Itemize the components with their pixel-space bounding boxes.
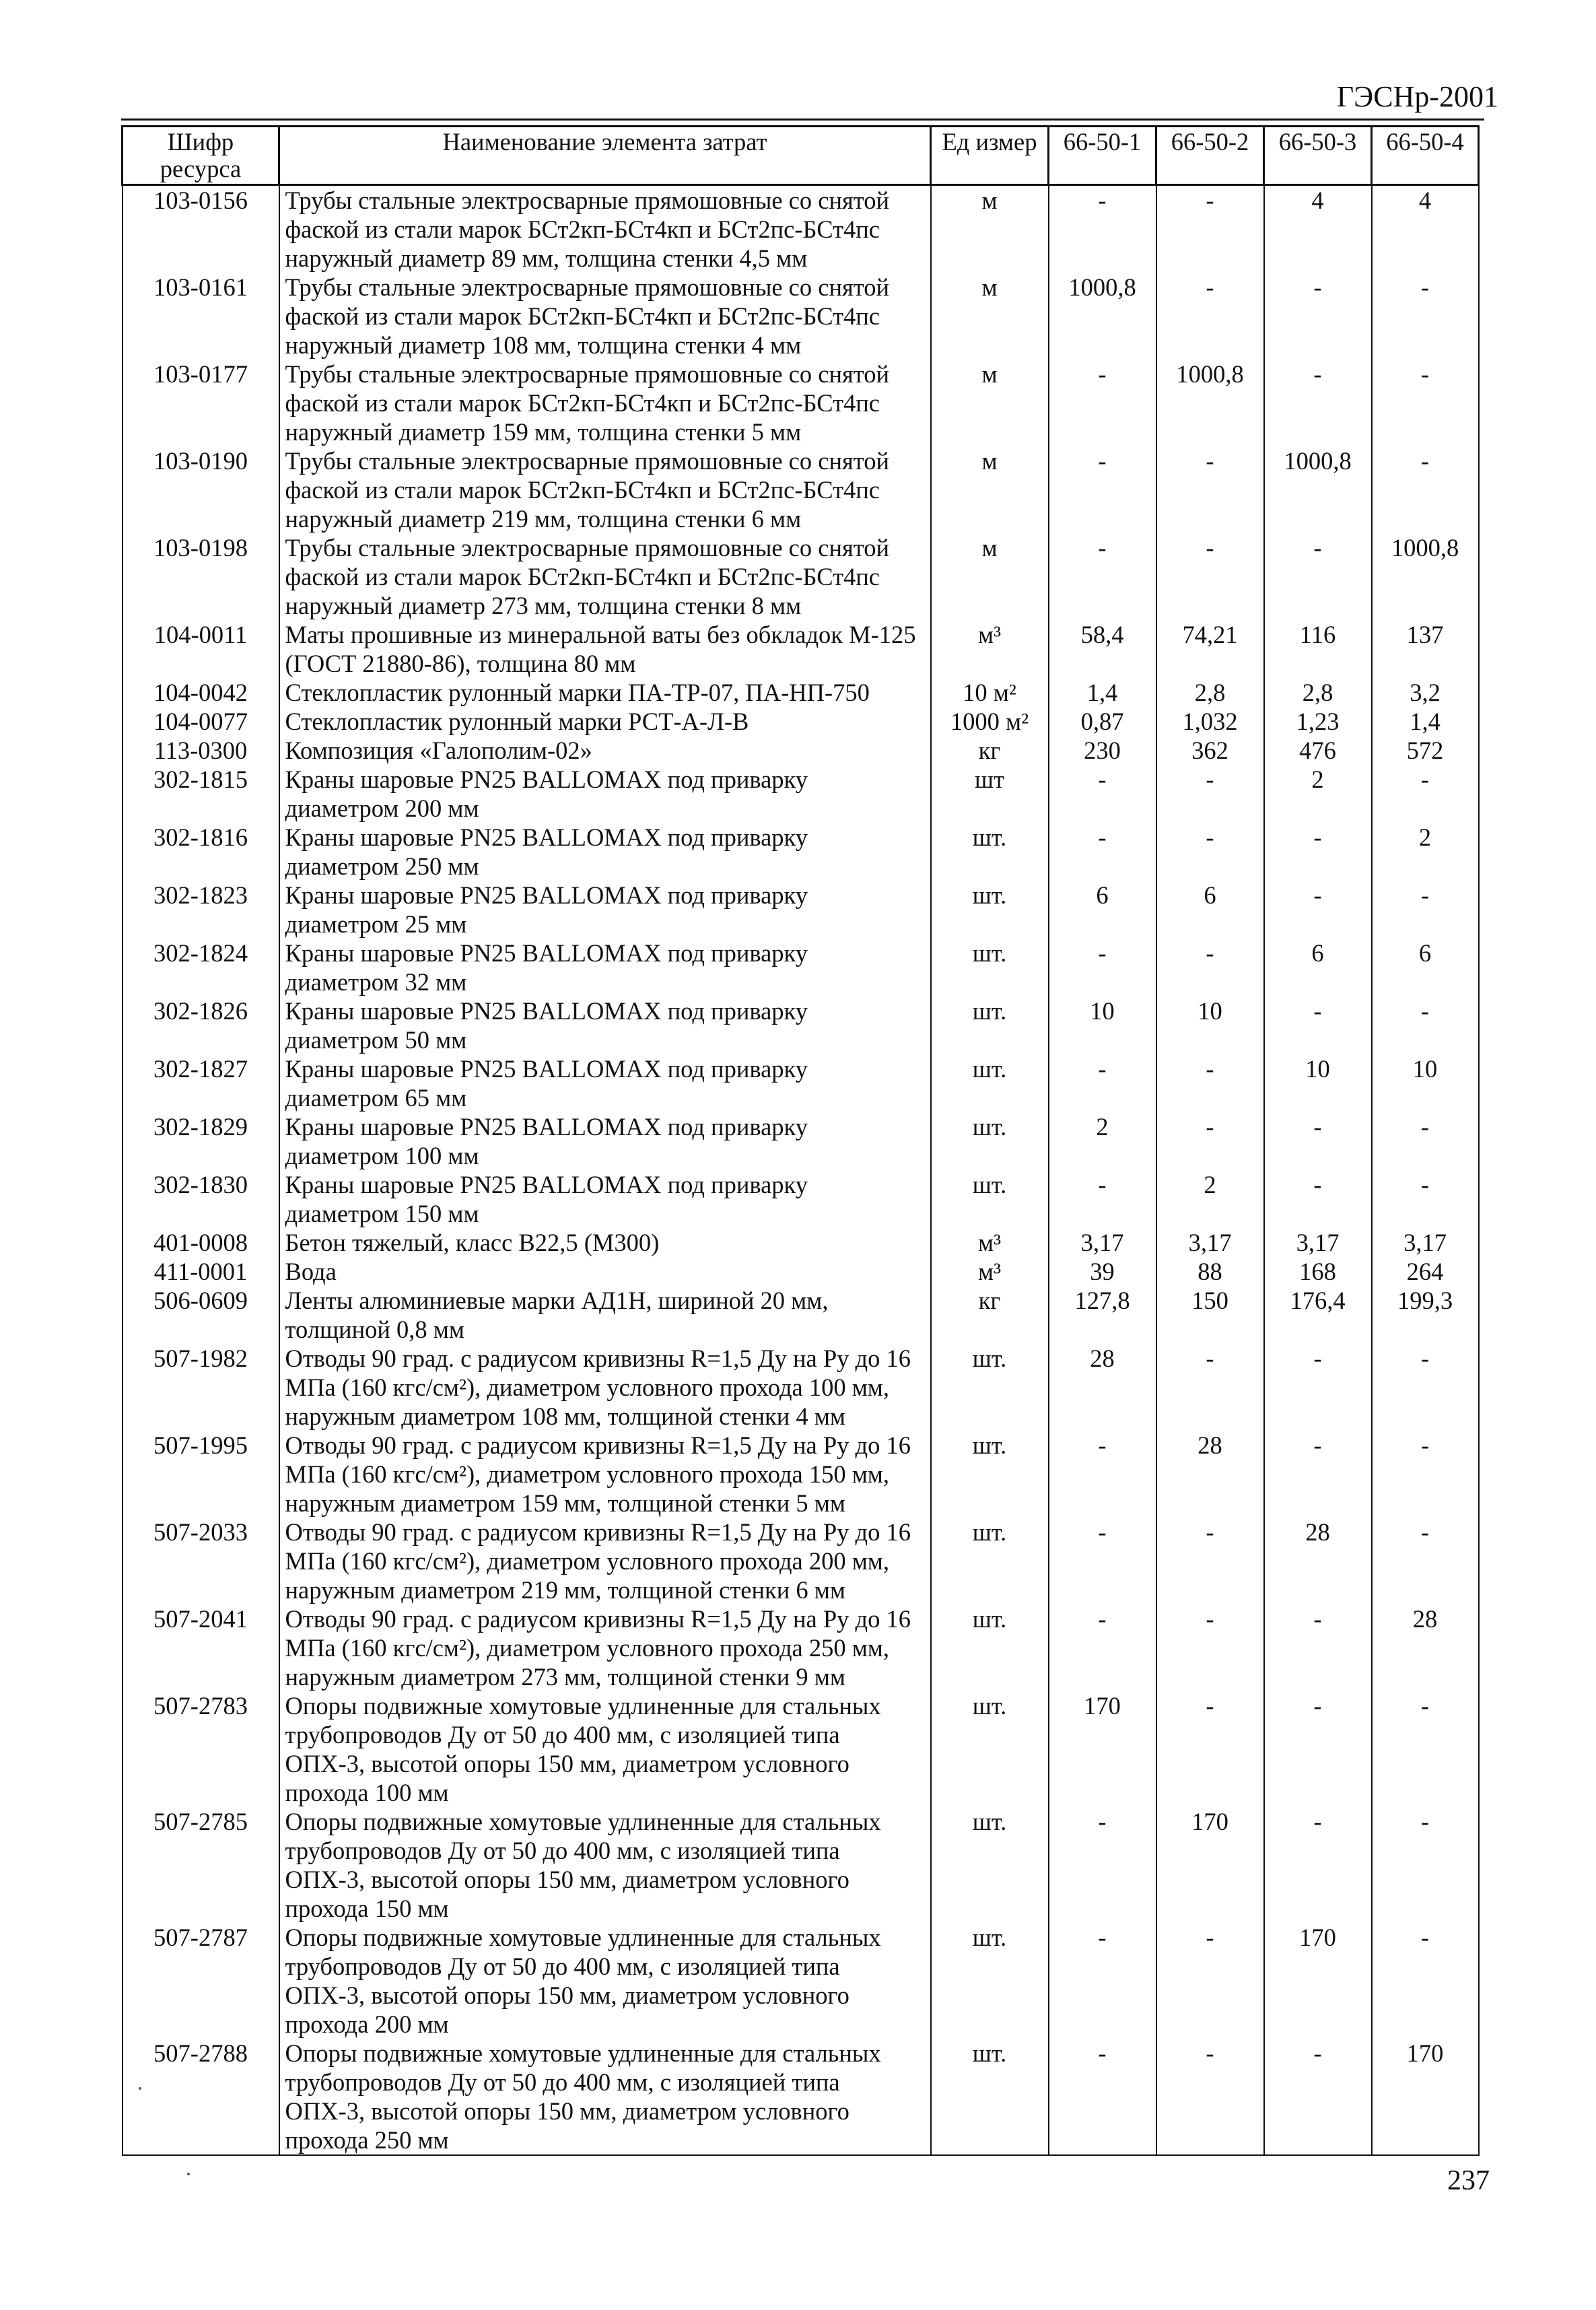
unit-of-measure: м	[931, 185, 1049, 273]
value-66-50-1: -	[1049, 1923, 1156, 2039]
value-66-50-2: 170	[1156, 1807, 1264, 1923]
value-66-50-3: 10	[1264, 1054, 1372, 1112]
value-66-50-4: -	[1372, 1112, 1479, 1170]
resource-name: Композиция «Галополим-02»	[279, 736, 931, 765]
value-66-50-4: -	[1372, 1923, 1479, 2039]
value-66-50-3: -	[1264, 2039, 1372, 2155]
resource-code: 302-1829	[123, 1112, 279, 1170]
table-row	[123, 1518, 1479, 1604]
resource-code: 507-1982	[123, 1344, 279, 1431]
value-66-50-3: 28	[1264, 1518, 1372, 1604]
unit-of-measure: м	[931, 533, 1049, 620]
resource-name: Стеклопластик рулонный марки ПА-ТР-07, ПА-НП-750	[279, 678, 931, 707]
value-66-50-1: 2	[1049, 1112, 1156, 1170]
table-row	[123, 1112, 1479, 1170]
value-66-50-4: -	[1372, 881, 1479, 939]
value-66-50-1: -	[1049, 1431, 1156, 1518]
table-row	[123, 1257, 1479, 1286]
table-row	[123, 1170, 1479, 1228]
value-66-50-4: -	[1372, 996, 1479, 1054]
value-66-50-4: 264	[1372, 1257, 1479, 1286]
resource-name: Опоры подвижные хомутовые удлиненные для стальных трубопроводов Ду от 50 до 400 мм, с изоляцией типа ОПХ-3, высотой опоры 150 мм, диаметром условного прохода 250 мм	[279, 2039, 931, 2155]
unit-of-measure: 1000 м²	[931, 707, 1049, 736]
resource-name: Краны шаровые PN25 BALLOMAX под приварку диаметром 32 мм	[279, 939, 931, 996]
resource-code: 507-2041	[123, 1604, 279, 1691]
table-row	[123, 678, 1479, 707]
value-66-50-3: 2	[1264, 765, 1372, 823]
table-row	[123, 765, 1479, 823]
value-66-50-1: -	[1049, 1604, 1156, 1691]
resource-code: 507-2787	[123, 1923, 279, 2039]
value-66-50-2: -	[1156, 1054, 1264, 1112]
value-66-50-3: 168	[1264, 1257, 1372, 1286]
value-66-50-3: -	[1264, 823, 1372, 881]
value-66-50-3: -	[1264, 1604, 1372, 1691]
value-66-50-2: 88	[1156, 1257, 1264, 1286]
value-66-50-1: -	[1049, 823, 1156, 881]
table-row	[123, 1807, 1479, 1923]
resource-name: Вода	[279, 1257, 931, 1286]
unit-of-measure: 10 м²	[931, 678, 1049, 707]
unit-of-measure: м³	[931, 1257, 1049, 1286]
unit-of-measure: шт.	[931, 2039, 1049, 2155]
value-66-50-2: -	[1156, 1604, 1264, 1691]
unit-of-measure: м	[931, 446, 1049, 533]
resource-code: 411-0001	[123, 1257, 279, 1286]
value-66-50-4: 199,3	[1372, 1286, 1479, 1344]
value-66-50-3: 6	[1264, 939, 1372, 996]
value-66-50-4: 6	[1372, 939, 1479, 996]
resource-code: 302-1826	[123, 996, 279, 1054]
value-66-50-2: -	[1156, 939, 1264, 996]
value-66-50-4: 1,4	[1372, 707, 1479, 736]
table-row	[123, 1228, 1479, 1257]
value-66-50-4: -	[1372, 1518, 1479, 1604]
value-66-50-2: 1000,8	[1156, 360, 1264, 446]
value-66-50-3: -	[1264, 533, 1372, 620]
resource-name: Стеклопластик рулонный марки РСТ-А-Л-В	[279, 707, 931, 736]
value-66-50-4: 1000,8	[1372, 533, 1479, 620]
value-66-50-3: 2,8	[1264, 678, 1372, 707]
value-66-50-2: 2,8	[1156, 678, 1264, 707]
unit-of-measure: шт.	[931, 1431, 1049, 1518]
document-code: ГЭСНр-2001	[1336, 80, 1498, 113]
resource-name: Краны шаровые PN25 BALLOMAX под приварку диаметром 150 мм	[279, 1170, 931, 1228]
value-66-50-3: 3,17	[1264, 1228, 1372, 1257]
resource-name: Опоры подвижные хомутовые удлиненные для стальных трубопроводов Ду от 50 до 400 мм, с изоляцией типа ОПХ-3, высотой опоры 150 мм, диаметром условного прохода 100 мм	[279, 1691, 931, 1807]
resource-code: 302-1815	[123, 765, 279, 823]
resource-code: 507-2783	[123, 1691, 279, 1807]
resource-code: 302-1830	[123, 1170, 279, 1228]
value-66-50-4: 28	[1372, 1604, 1479, 1691]
resource-name: Трубы стальные электросварные прямошовные со снятой фаской из стали марок БСт2кп-БСт4кп и БСт2пс-БСт4пс наружный диаметр 108 мм, толщина стенки 4 мм	[279, 273, 931, 360]
value-66-50-3: -	[1264, 881, 1372, 939]
table-row	[123, 1604, 1479, 1691]
value-66-50-1: -	[1049, 446, 1156, 533]
unit-of-measure: шт.	[931, 1604, 1049, 1691]
value-66-50-3: 1,23	[1264, 707, 1372, 736]
unit-of-measure: шт	[931, 765, 1049, 823]
value-66-50-3: -	[1264, 1431, 1372, 1518]
unit-of-measure: шт.	[931, 1807, 1049, 1923]
resource-code: 103-0177	[123, 360, 279, 446]
resource-code: 113-0300	[123, 736, 279, 765]
value-66-50-4: -	[1372, 1170, 1479, 1228]
table-row	[123, 736, 1479, 765]
value-66-50-1: -	[1049, 533, 1156, 620]
resource-name: Краны шаровые PN25 BALLOMAX под приварку диаметром 200 мм	[279, 765, 931, 823]
value-66-50-3: -	[1264, 1112, 1372, 1170]
resource-name: Краны шаровые PN25 BALLOMAX под приварку диаметром 100 мм	[279, 1112, 931, 1170]
resource-name: Трубы стальные электросварные прямошовные со снятой фаской из стали марок БСт2кп-БСт4кп и БСт2пс-БСт4пс наружный диаметр 89 мм, толщина стенки 4,5 мм	[279, 185, 931, 273]
value-66-50-4: -	[1372, 446, 1479, 533]
page-number: 237	[1447, 2165, 1490, 2196]
column-header-66-50-1: 66-50-1	[1049, 127, 1156, 185]
unit-of-measure: шт.	[931, 1112, 1049, 1170]
resource-code: 302-1824	[123, 939, 279, 996]
table-row	[123, 1691, 1479, 1807]
table-row	[123, 1286, 1479, 1344]
resource-code: 104-0011	[123, 620, 279, 678]
resource-name: Краны шаровые PN25 BALLOMAX под приварку диаметром 65 мм	[279, 1054, 931, 1112]
value-66-50-2: -	[1156, 273, 1264, 360]
table-row	[123, 1431, 1479, 1518]
value-66-50-2: 10	[1156, 996, 1264, 1054]
resource-code: 302-1827	[123, 1054, 279, 1112]
table-row	[123, 446, 1479, 533]
value-66-50-1: -	[1049, 2039, 1156, 2155]
table-header-row	[123, 127, 1479, 185]
value-66-50-3: -	[1264, 273, 1372, 360]
value-66-50-1: -	[1049, 1807, 1156, 1923]
resource-code: 302-1816	[123, 823, 279, 881]
value-66-50-1: 170	[1049, 1691, 1156, 1807]
table-row	[123, 996, 1479, 1054]
value-66-50-4: -	[1372, 1344, 1479, 1431]
value-66-50-4: 3,17	[1372, 1228, 1479, 1257]
unit-of-measure: шт.	[931, 1691, 1049, 1807]
value-66-50-4: 10	[1372, 1054, 1479, 1112]
value-66-50-3: 176,4	[1264, 1286, 1372, 1344]
resource-name: Трубы стальные электросварные прямошовные со снятой фаской из стали марок БСт2кп-БСт4кп и БСт2пс-БСт4пс наружный диаметр 159 мм, толщина стенки 5 мм	[279, 360, 931, 446]
resource-code: 507-1995	[123, 1431, 279, 1518]
value-66-50-4: 572	[1372, 736, 1479, 765]
value-66-50-2: 362	[1156, 736, 1264, 765]
resource-code: 302-1823	[123, 881, 279, 939]
unit-of-measure: шт.	[931, 823, 1049, 881]
resource-code: 103-0190	[123, 446, 279, 533]
value-66-50-3: -	[1264, 360, 1372, 446]
value-66-50-2: 74,21	[1156, 620, 1264, 678]
column-header-code: Шифр ресурса	[123, 127, 279, 185]
value-66-50-3: 170	[1264, 1923, 1372, 2039]
value-66-50-4: 137	[1372, 620, 1479, 678]
value-66-50-4: -	[1372, 765, 1479, 823]
resource-name: Отводы 90 град. с радиусом кривизны R=1,5 Ду на Ру до 16 МПа (160 кгс/см²), диаметром условного прохода 250 мм, наружным диаметром 273 мм, толщиной стенки 9 мм	[279, 1604, 931, 1691]
table-row	[123, 533, 1479, 620]
value-66-50-2: -	[1156, 1518, 1264, 1604]
value-66-50-1: -	[1049, 939, 1156, 996]
value-66-50-2: 150	[1156, 1286, 1264, 1344]
resource-name: Краны шаровые PN25 BALLOMAX под приварку диаметром 250 мм	[279, 823, 931, 881]
value-66-50-2: -	[1156, 823, 1264, 881]
resource-name: Отводы 90 град. с радиусом кривизны R=1,5 Ду на Ру до 16 МПа (160 кгс/см²), диаметром условного прохода 200 мм, наружным диаметром 219 мм, толщиной стенки 6 мм	[279, 1518, 931, 1604]
value-66-50-3: 4	[1264, 185, 1372, 273]
resource-code: 506-0609	[123, 1286, 279, 1344]
resource-name: Опоры подвижные хомутовые удлиненные для стальных трубопроводов Ду от 50 до 400 мм, с изоляцией типа ОПХ-3, высотой опоры 150 мм, диаметром условного прохода 200 мм	[279, 1923, 931, 2039]
resource-code: 104-0077	[123, 707, 279, 736]
resource-code: 103-0161	[123, 273, 279, 360]
value-66-50-3: -	[1264, 1170, 1372, 1228]
unit-of-measure: м	[931, 273, 1049, 360]
value-66-50-4: -	[1372, 273, 1479, 360]
value-66-50-3: 116	[1264, 620, 1372, 678]
value-66-50-3: -	[1264, 996, 1372, 1054]
unit-of-measure: шт.	[931, 881, 1049, 939]
unit-of-measure: шт.	[931, 1344, 1049, 1431]
value-66-50-1: 127,8	[1049, 1286, 1156, 1344]
value-66-50-1: -	[1049, 1054, 1156, 1112]
value-66-50-3: -	[1264, 1807, 1372, 1923]
table-row	[123, 881, 1479, 939]
resource-code: 103-0198	[123, 533, 279, 620]
table-body	[123, 185, 1479, 2156]
value-66-50-4: 4	[1372, 185, 1479, 273]
value-66-50-2: -	[1156, 533, 1264, 620]
unit-of-measure: шт.	[931, 1170, 1049, 1228]
table-row	[123, 939, 1479, 996]
value-66-50-4: -	[1372, 360, 1479, 446]
resource-code: 103-0156	[123, 185, 279, 273]
value-66-50-1: 230	[1049, 736, 1156, 765]
value-66-50-2: -	[1156, 1691, 1264, 1807]
scan-speck	[187, 2173, 190, 2175]
table-row	[123, 185, 1479, 273]
value-66-50-3: -	[1264, 1691, 1372, 1807]
value-66-50-1: 10	[1049, 996, 1156, 1054]
value-66-50-4: 3,2	[1372, 678, 1479, 707]
value-66-50-2: -	[1156, 765, 1264, 823]
value-66-50-1: -	[1049, 765, 1156, 823]
value-66-50-1: 1000,8	[1049, 273, 1156, 360]
resource-code: 507-2788	[123, 2039, 279, 2155]
resource-code: 401-0008	[123, 1228, 279, 1257]
column-header-unit: Ед измер	[931, 127, 1049, 185]
value-66-50-1: 6	[1049, 881, 1156, 939]
value-66-50-3: 476	[1264, 736, 1372, 765]
value-66-50-3: -	[1264, 1344, 1372, 1431]
unit-of-measure: м³	[931, 620, 1049, 678]
value-66-50-1: 39	[1049, 1257, 1156, 1286]
unit-of-measure: м	[931, 360, 1049, 446]
resource-name: Маты прошивные из минеральной ваты без обкладок М-125 (ГОСТ 21880-86), толщина 80 мм	[279, 620, 931, 678]
value-66-50-1: -	[1049, 360, 1156, 446]
unit-of-measure: шт.	[931, 939, 1049, 996]
value-66-50-1: 3,17	[1049, 1228, 1156, 1257]
resource-name: Отводы 90 град. с радиусом кривизны R=1,5 Ду на Ру до 16 МПа (160 кгс/см²), диаметром условного прохода 150 мм, наружным диаметром 159 мм, толщиной стенки 5 мм	[279, 1431, 931, 1518]
value-66-50-1: 58,4	[1049, 620, 1156, 678]
unit-of-measure: шт.	[931, 1054, 1049, 1112]
value-66-50-1: 1,4	[1049, 678, 1156, 707]
unit-of-measure: шт.	[931, 1923, 1049, 2039]
value-66-50-2: -	[1156, 1344, 1264, 1431]
resource-name: Трубы стальные электросварные прямошовные со снятой фаской из стали марок БСт2кп-БСт4кп и БСт2пс-БСт4пс наружный диаметр 273 мм, толщина стенки 8 мм	[279, 533, 931, 620]
table-row	[123, 823, 1479, 881]
unit-of-measure: шт.	[931, 1518, 1049, 1604]
table-row	[123, 1923, 1479, 2039]
value-66-50-2: 6	[1156, 881, 1264, 939]
value-66-50-2: 28	[1156, 1431, 1264, 1518]
value-66-50-4: -	[1372, 1691, 1479, 1807]
resource-code: 507-2785	[123, 1807, 279, 1923]
column-header-66-50-2: 66-50-2	[1156, 127, 1264, 185]
unit-of-measure: кг	[931, 736, 1049, 765]
unit-of-measure: шт.	[931, 996, 1049, 1054]
value-66-50-1: -	[1049, 1518, 1156, 1604]
table-row	[123, 620, 1479, 678]
resource-table	[121, 125, 1480, 2156]
table-row	[123, 273, 1479, 360]
value-66-50-4: -	[1372, 1431, 1479, 1518]
resource-code: 507-2033	[123, 1518, 279, 1604]
value-66-50-4: -	[1372, 1807, 1479, 1923]
value-66-50-2: -	[1156, 1112, 1264, 1170]
resource-name: Краны шаровые PN25 BALLOMAX под приварку диаметром 25 мм	[279, 881, 931, 939]
column-header-66-50-3: 66-50-3	[1264, 127, 1372, 185]
value-66-50-1: 0,87	[1049, 707, 1156, 736]
column-header-66-50-4: 66-50-4	[1372, 127, 1479, 185]
value-66-50-4: 2	[1372, 823, 1479, 881]
value-66-50-2: -	[1156, 1923, 1264, 2039]
value-66-50-2: 3,17	[1156, 1228, 1264, 1257]
table-row	[123, 1054, 1479, 1112]
column-header-name: Наименование элемента затрат	[279, 127, 931, 185]
header-rule	[121, 118, 1484, 121]
resource-name: Трубы стальные электросварные прямошовные со снятой фаской из стали марок БСт2кп-БСт4кп и БСт2пс-БСт4пс наружный диаметр 219 мм, толщина стенки 6 мм	[279, 446, 931, 533]
resource-name: Отводы 90 град. с радиусом кривизны R=1,5 Ду на Ру до 16 МПа (160 кгс/см²), диаметром условного прохода 100 мм, наружным диаметром 108 мм, толщиной стенки 4 мм	[279, 1344, 931, 1431]
resource-code: 104-0042	[123, 678, 279, 707]
value-66-50-1: 28	[1049, 1344, 1156, 1431]
value-66-50-4: 170	[1372, 2039, 1479, 2155]
resource-name: Бетон тяжелый, класс В22,5 (М300)	[279, 1228, 931, 1257]
resource-name: Ленты алюминиевые марки АД1Н, шириной 20 мм, толщиной 0,8 мм	[279, 1286, 931, 1344]
value-66-50-1: -	[1049, 1170, 1156, 1228]
value-66-50-3: 1000,8	[1264, 446, 1372, 533]
table-row	[123, 2039, 1479, 2155]
resource-name: Опоры подвижные хомутовые удлиненные для стальных трубопроводов Ду от 50 до 400 мм, с изоляцией типа ОПХ-3, высотой опоры 150 мм, диаметром условного прохода 150 мм	[279, 1807, 931, 1923]
value-66-50-2: -	[1156, 2039, 1264, 2155]
table-row	[123, 360, 1479, 446]
table-row	[123, 707, 1479, 736]
table-row	[123, 1344, 1479, 1431]
value-66-50-2: -	[1156, 185, 1264, 273]
value-66-50-2: -	[1156, 446, 1264, 533]
value-66-50-1: -	[1049, 185, 1156, 273]
value-66-50-2: 2	[1156, 1170, 1264, 1228]
resource-name: Краны шаровые PN25 BALLOMAX под приварку диаметром 50 мм	[279, 996, 931, 1054]
unit-of-measure: м³	[931, 1228, 1049, 1257]
scan-speck	[139, 2087, 141, 2090]
unit-of-measure: кг	[931, 1286, 1049, 1344]
value-66-50-2: 1,032	[1156, 707, 1264, 736]
